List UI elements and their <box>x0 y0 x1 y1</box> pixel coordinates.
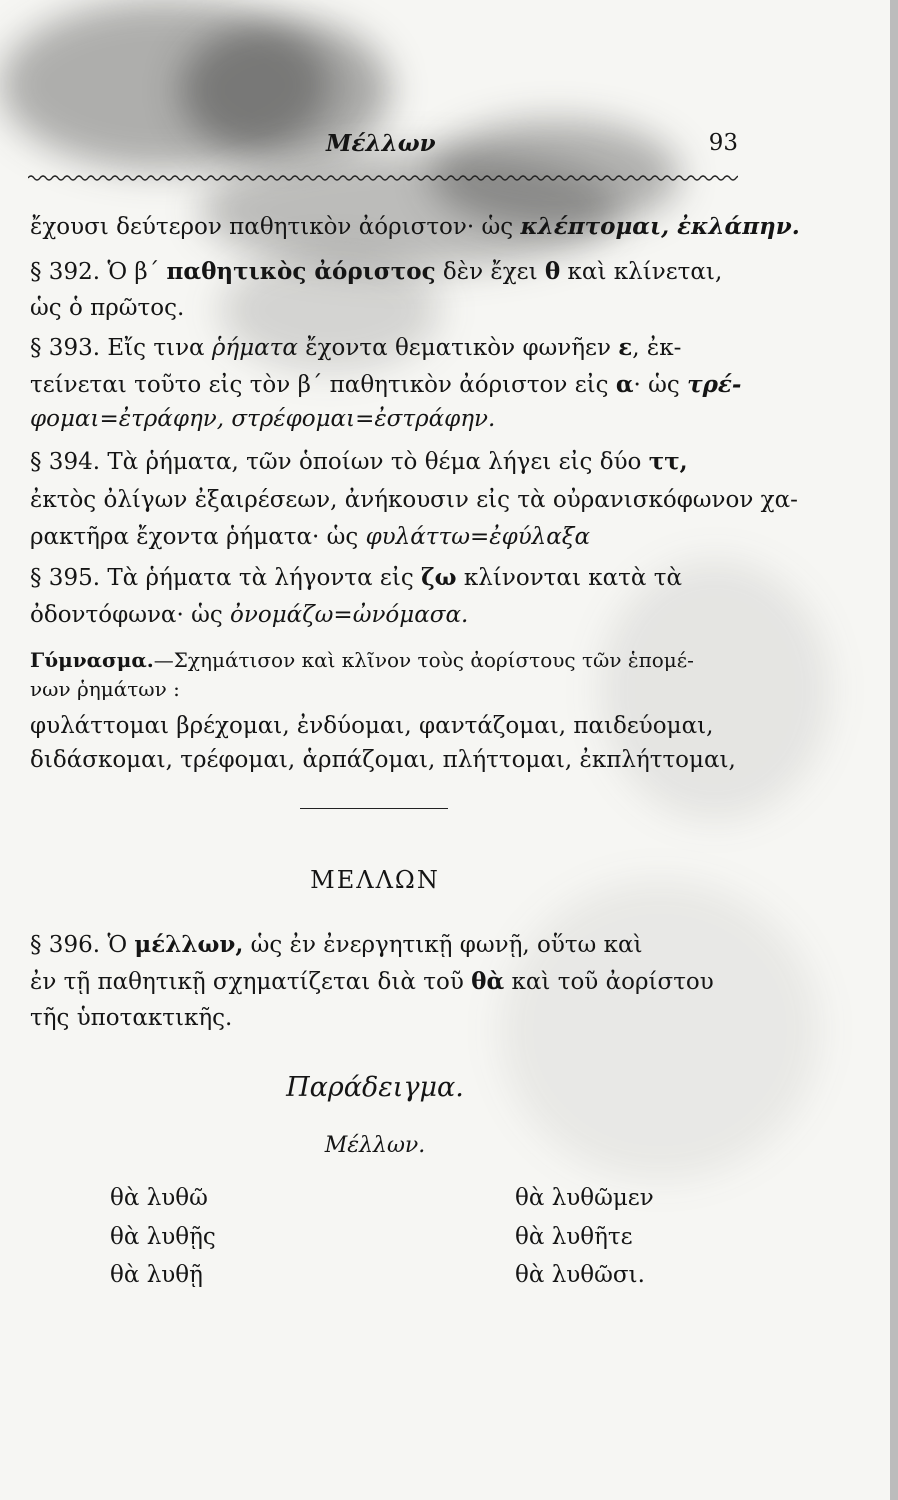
paragraph-396-line: τῆς ὑποτακτικῆς. <box>30 1005 233 1031</box>
paragraph-396-line: § 396. Ὁ μέλλων, ὡς ἐν ἐνεργητικῇ φωνῇ, οὕτω καὶ <box>30 931 643 958</box>
section-heading: ΜΕΛΛΩΝ <box>310 866 440 894</box>
text-line: ἔχουσι δεύτερον παθητικὸν ἀόριστον· ὡς κλέπτομαι, ἐκλάπην. <box>30 213 800 240</box>
paragraph-395-line: § 395. Τὰ ῥήματα τὰ λήγοντα εἰς ζω κλίνονται κατὰ τὰ <box>30 564 683 591</box>
paragraph-393-line: τείνεται τοῦτο εἰς τὸν β΄ παθητικὸν ἀόριστον εἰς α· ὡς τρέ- <box>30 371 742 398</box>
page-number: 93 <box>708 130 738 156</box>
paragraph-395-line: ὀδοντόφωνα· ὡς ὀνομάζω=ὠνόμασα. <box>30 602 469 628</box>
paragraph-396-line: ἐν τῇ παθητικῇ σχηματίζεται διὰ τοῦ θὰ καὶ τοῦ ἀορίστου <box>30 968 714 995</box>
wavy-rule <box>28 172 738 184</box>
exercise-words: διδάσκομαι, τρέφομαι, ἁρπάζομαι, πλήττομαι, ἐκπλήττομαι, <box>30 747 736 773</box>
plural-form: θὰ λυθῆτε <box>515 1224 633 1250</box>
singular-form: θὰ λυθῶ <box>110 1185 208 1211</box>
paragraph-394-line: ἐκτὸς ὀλίγων ἐξαιρέσεων, ἀνήκουσιν εἰς τὰ οὐρανισκόφωνον χα- <box>30 487 798 513</box>
paragraph-393-line: φομαι=ἐτράφην, στρέφομαι=ἐστράφην. <box>30 406 496 432</box>
paragraph-392-line: § 392. Ὁ β΄ παθητικὸς ἀόριστος δὲν ἔχει θ καὶ κλίνεται, <box>30 258 723 285</box>
singular-form: θὰ λυθῇς <box>110 1224 216 1250</box>
paradigm-title: Παράδειγμα. <box>286 1072 464 1103</box>
paragraph-394-line: § 394. Τὰ ῥήματα, τῶν ὁποίων τὸ θέμα λήγει εἰς δύο ττ, <box>30 448 688 475</box>
exercise-line: Γύμνασμα.—Σχημάτισον καὶ κλῖνον τοὺς ἀορίστους τῶν ἑπομέ- <box>30 648 694 672</box>
plural-form: θὰ λυθῶσι. <box>515 1262 645 1288</box>
paragraph-394-line: ρακτῆρα ἔχοντα ῥήματα· ὡς φυλάττω=ἐφύλαξα <box>30 524 590 550</box>
ink-stain <box>200 150 620 270</box>
exercise-line: νων ῥημάτων : <box>30 677 180 701</box>
plural-form: θὰ λυθῶμεν <box>515 1185 654 1211</box>
section-separator <box>300 808 448 809</box>
paradigm-subtitle: Μέλλων. <box>324 1133 426 1158</box>
exercise-label: Γύμνασμα. <box>30 648 154 672</box>
page-edge <box>890 0 898 1500</box>
running-header <box>28 130 738 164</box>
exercise-words: φυλάττομαι βρέχομαι, ἐνδύομαι, φαντάζομαι, παιδεύομαι, <box>30 713 714 739</box>
paragraph-393-line: § 393. Εἴς τινα ῥήματα ἔχοντα θεματικὸν φωνῆεν ε, ἐκ- <box>30 334 682 361</box>
singular-form: θὰ λυθῇ <box>110 1262 203 1288</box>
paragraph-392-line: ὡς ὁ πρῶτος. <box>30 295 185 321</box>
running-title: Μέλλων <box>326 130 436 157</box>
